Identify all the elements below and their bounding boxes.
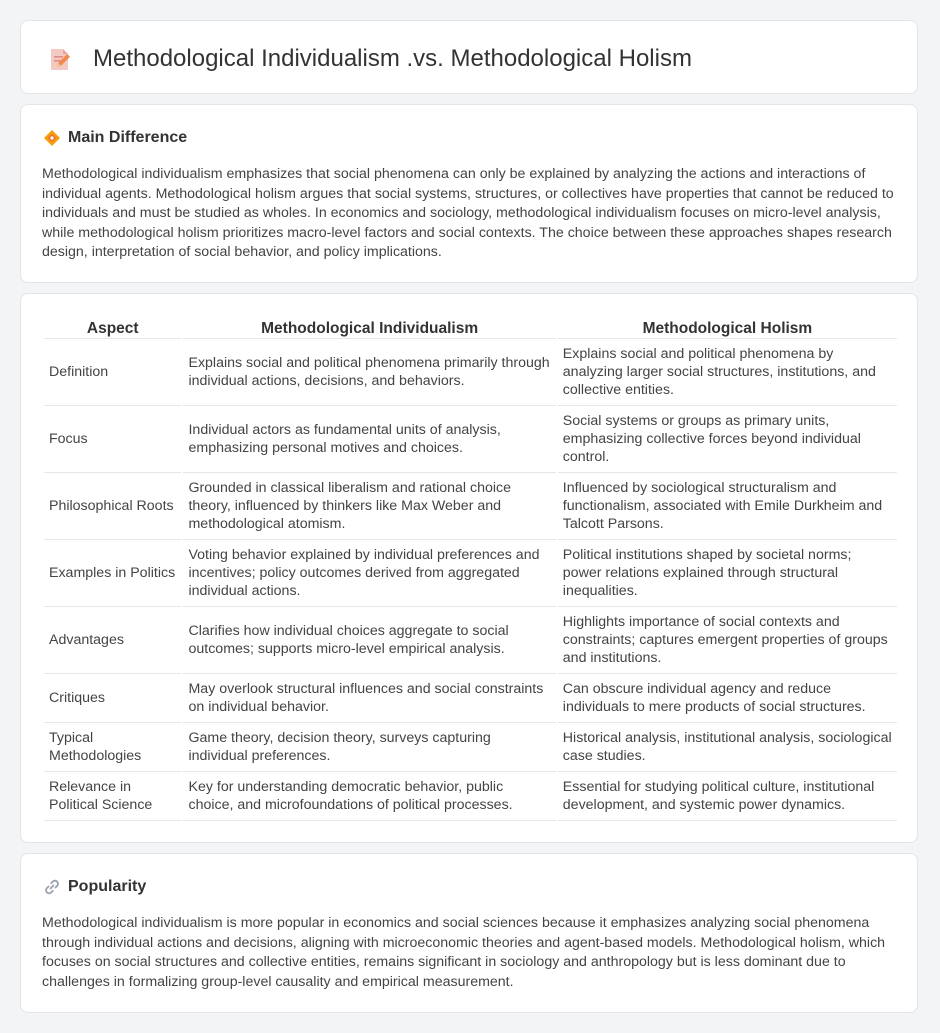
holism-cell: Social systems or groups as primary units, emphasizing collective forces beyond individual control. [558, 406, 897, 473]
aspect-cell: Focus [44, 406, 181, 473]
holism-cell: Influenced by sociological structuralism and functionalism, associated with Emile Durkheim and Talcott Parsons. [558, 473, 897, 540]
header-individualism: Methodological Individualism [183, 316, 555, 339]
main-difference-text: Methodological individualism emphasizes that social phenomena can only be explained by analyzing the actions and interactions of individual agents. Methodological holism argues that social systems, structures, or collectives have properties that cannot be reduced to individuals and must be studied as wholes. In economics and sociology, methodological individualism focuses on micro-level analysis, while methodological holism prioritizes macro-level factors and social contexts. The choice between these approaches shapes research design, interpretation of social behavior, and policy implications. [42, 166, 894, 261]
table-row [44, 540, 897, 607]
page-title: Methodological Individualism .vs. Methodological Holism [93, 45, 692, 72]
document-pencil-icon [47, 46, 73, 72]
individualism-cell: Key for understanding democratic behavior, public choice, and microfoundations of political processes. [183, 772, 555, 821]
individualism-cell: May overlook structural influences and social constraints on individual behavior. [183, 674, 555, 723]
holism-cell: Essential for studying political culture, institutional development, and systemic power dynamics. [558, 772, 897, 821]
table-row [44, 772, 897, 821]
aspect-cell: Philosophical Roots [44, 473, 181, 540]
table-row [44, 674, 897, 723]
aspect-cell: Relevance in Political Science [44, 772, 181, 821]
popularity-text: Methodological individualism is more popular in economics and social sciences because it emphasizes analyzing social phenomena through individual actions and decisions, aligning with microeconomic theories and agent-based models. Methodological holism, which focuses on social structures and collective entities, remains significant in sociology and anthropology but is less dominant due to challenges in formalizing group-level causality and empirical measurement. [42, 915, 886, 990]
main-difference-card [20, 104, 918, 283]
comparison-card [20, 293, 918, 843]
header-aspect: Aspect [44, 316, 181, 339]
diamond-icon [43, 129, 61, 147]
holism-cell: Political institutions shaped by societal norms; power relations explained through structural inequalities. [558, 540, 897, 607]
popularity-heading: Popularity [68, 878, 147, 895]
aspect-cell: Critiques [44, 674, 181, 723]
holism-cell: Historical analysis, institutional analysis, sociological case studies. [558, 723, 897, 772]
aspect-cell: Definition [44, 339, 181, 406]
comparison-table [42, 316, 899, 821]
individualism-cell: Voting behavior explained by individual preferences and incentives; policy outcomes derived from aggregated individual actions. [183, 540, 555, 607]
individualism-cell: Individual actors as fundamental units of analysis, emphasizing personal motives and choices. [183, 406, 555, 473]
aspect-cell: Typical Methodologies [44, 723, 181, 772]
table-row [44, 723, 897, 772]
aspect-cell: Advantages [44, 607, 181, 674]
individualism-cell: Explains social and political phenomena primarily through individual actions, decisions, and behaviors. [183, 339, 555, 406]
individualism-cell: Grounded in classical liberalism and rational choice theory, influenced by thinkers like Max Weber and methodological atomism. [183, 473, 555, 540]
table-row [44, 473, 897, 540]
holism-cell: Explains social and political phenomena by analyzing larger social structures, institutions, and collective entities. [558, 339, 897, 406]
title-card [20, 20, 918, 94]
table-row [44, 406, 897, 473]
individualism-cell: Clarifies how individual choices aggregate to social outcomes; supports micro-level empirical analysis. [183, 607, 555, 674]
individualism-cell: Game theory, decision theory, surveys capturing individual preferences. [183, 723, 555, 772]
table-row [44, 339, 897, 406]
link-icon [43, 878, 61, 896]
holism-cell: Highlights importance of social contexts and constraints; captures emergent properties of groups and institutions. [558, 607, 897, 674]
table-row [44, 607, 897, 674]
aspect-cell: Examples in Politics [44, 540, 181, 607]
popularity-card [20, 853, 918, 1013]
main-difference-heading: Main Difference [68, 129, 188, 146]
header-holism: Methodological Holism [558, 316, 897, 339]
holism-cell: Can obscure individual agency and reduce individuals to mere products of social structures. [558, 674, 897, 723]
table-header-row [44, 316, 897, 339]
